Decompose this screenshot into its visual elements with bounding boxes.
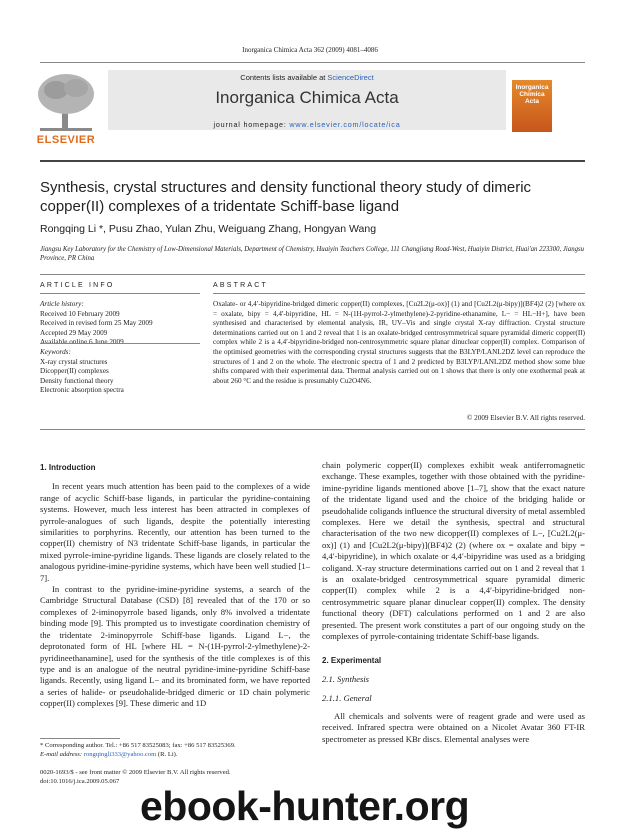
contents-line xyxy=(108,73,506,82)
paragraph: In contrast to the pyridine-imine-pyridine systems, a search of the Cambridge Structural Database (CSD) [8] revealed that of the 170 or so complexes of 2-iminopyrrole based ligands, only 8% involved a tridentate binding mode [9]. This prompted us to investigate coordination chemistry of the tridentate 2-iminopyrrole Schiff-base ligands. Ligand L−, the deprotonated form of HL [where HL = N-(1H-pyrrol-2-ylmethylene)-2-pyridineethanamine], used for the synthesis of the title complexes is of this type and is an analogue of the neutral pyridine-imine-pyridine Schiff-base ligands. Recently, using ligand L− and its brominated form, we have reported a series of halide- or pseudohalide-bridged dimeric or 1D chain polymeric copper(II) complexes [9]. These dimeric and 1D xyxy=(40,584,310,709)
issn-line: 0020-1693/$ - see front matter © 2009 Elsevier B.V. All rights reserved. xyxy=(40,769,231,776)
footnote-rule xyxy=(40,738,120,739)
homepage-prefix: journal homepage: xyxy=(213,120,290,129)
abstract-heading-rule xyxy=(213,293,585,294)
journal-homepage xyxy=(108,120,506,129)
keyword-item: Dicopper(II) complexes xyxy=(40,367,109,376)
history-item: Accepted 29 May 2009 xyxy=(40,328,108,337)
subsection-heading-general: 2.1.1. General xyxy=(322,693,372,704)
email-link[interactable]: rongqingli333@yahoo.com xyxy=(83,750,157,758)
article-history xyxy=(40,300,200,348)
article-authors: Rongqing Li *, Pusu Zhao, Yulan Zhu, Weiguang Zhang, Hongyan Wang xyxy=(40,223,377,235)
keywords-label: Keywords: xyxy=(40,348,71,356)
cover-title: Inorganica Chimica Acta xyxy=(515,84,549,105)
elsevier-tree-logo xyxy=(30,70,102,142)
history-label: Article history: xyxy=(40,300,84,308)
section-heading-experimental: 2. Experimental xyxy=(322,655,382,665)
footnote xyxy=(40,742,310,759)
history-item: Received in revised form 25 May 2009 xyxy=(40,319,153,328)
keyword-item: X-ray crystal structures xyxy=(40,357,108,366)
watermark-text: ebook-hunter.org xyxy=(140,783,470,829)
abstract-text: Oxalate- or 4,4′-bipyridine-bridged dimeric copper(II) complexes, [Cu2L2(μ-ox)] (1) and [Cu2L2(μ-bipy)](BF4)2 (2) [where ox = oxalate, bipy = 4,4′-bipyridine, HL = N-(1H-pyrrol-2-ylmethylene)-2-pyridine-ethanamine, L− = HL−H+], have been synthesised and characterised by elemental analysis, IR, UV–Vis and single crystal X-ray diffraction. Crystal structure determinations carried out on 1 and 2 reveal that 1 is an oxalate-bridged centrosymmetrical square pyramidal dimeric copper(II) complex while 2 is a 4,4′-bipyridine-bridged non-centrosymmetric square planar dinuclear copper(II) complex. Comparison of the optimised geometries with the corresponding crystal structures suggests that the B3LYP/LANL2DZ level can reproduce the structures of 1 and 2 on the whole. The electronic spectra of 1 and 2 predicted by B3LYP/LANL2DZ method show some blue shifts compared with their experimental data. Thermal analysis carried out on 1 shows that there is only one exothermal peak at about 260 °C and the residue is presumably Cu2O4N6. xyxy=(213,300,585,385)
keywords-rule xyxy=(40,343,200,344)
article-info-heading: ARTICLE INFO xyxy=(40,282,115,289)
doi-line[interactable]: doi:10.1016/j.ica.2009.05.067 xyxy=(40,777,120,785)
subsection-heading-synthesis: 2.1. Synthesis xyxy=(322,673,370,684)
section-heading-introduction: 1. Introduction xyxy=(40,463,96,472)
contents-prefix: Contents lists available at xyxy=(240,73,328,82)
article-title: Synthesis, crystal structures and density functional theory study of dimeric copper(II) complexes of a tridentate Schiff-base ligand xyxy=(40,179,532,215)
header-rule xyxy=(40,62,585,63)
corresponding-author: * Corresponding author. Tel.: +86 517 83525083; fax: +86 517 83525369. xyxy=(40,742,236,749)
column-left xyxy=(40,462,310,710)
email-line xyxy=(40,751,310,760)
info-heading-rule xyxy=(40,293,200,294)
history-item: Received 10 February 2009 xyxy=(40,309,120,318)
paragraph: In recent years much attention has been paid to the complexes of a wide range of acyclic Schiff-base ligands, in particular the pyridine-containing systems. However, much less interest has been attracted in complexes of pyrrole-analogues of such ligands, despite the potentially interesting similarities to porphyrins. Recently, our attention has been turned to the copper(II) chemistry of N3 tridentate Schiff-base ligands, in particular the mixed pyrrole-imine-pyridine ligands. These ligands are closely related to the analogous pyridine-imine-pyridine systems, which have been well studied [1–7]. xyxy=(40,481,310,583)
abstract-heading: ABSTRACT xyxy=(213,282,268,289)
email-label: E-mail address: xyxy=(40,750,84,758)
column-right xyxy=(322,460,585,745)
homepage-link[interactable]: www.elsevier.com/locate/ica xyxy=(289,120,401,129)
abstract-bottom-rule xyxy=(40,429,585,430)
paragraph: All chemicals and solvents were of reagent grade and were used as received. Infrared spectra were obtained on a Nicolet Avatar 360 FT-IR spectrometer as pressed KBr discs. Elemental analyses were xyxy=(322,710,585,744)
keyword-item: Electronic absorption spectra xyxy=(40,386,124,395)
history-item: Available online 6 June 2009 xyxy=(40,338,124,347)
info-rule xyxy=(40,274,585,275)
email-suffix: (R. Li). xyxy=(156,750,178,758)
keyword-item: Density functional theory xyxy=(40,376,114,385)
abstract-copyright: © 2009 Elsevier B.V. All rights reserved. xyxy=(466,414,585,422)
title-rule xyxy=(40,160,585,162)
paragraph: chain polymeric copper(II) complexes exhibit weak antiferromagnetic exchange. These examples, together with those obtained with the pyridine-imine-pyridine ligands mentioned above [1–7], show that the exact nature of the tridentate ligand used and the choice of the bridging halide or pseudohalide coligands influence the structural diversity of metal assembled complexes. Here we detail the synthesis, spectral and structural characterisation of the two new dicopper(II) complexes of L−, [Cu2L2(μ-ox)] (1) and [Cu2L2(μ-bipy)](BF4)2 (2) (where ox = oxalate and bipy = 4,4′-bipyridine), in which oxalate or 4,4′-bipyridine was used as a bridging coligand. X-ray structure determinations carried out on 1 and 2 reveal that 1 is an oxalate-bridged centrosymmetrical square pyramidal dimeric copper(II) complex while 2 is a 4,4′-bipyridine-bridged non-centrosymmetric square planar dinuclear copper(II) complex. The density functional theory (DFT) calculations performed on 1 and 2 are also presented. The present work constitutes a part of our ongoing study on the complexes of pyrrole-containing tridentate Schiff-base ligands. xyxy=(322,460,585,642)
article-affiliation: Jiangsu Key Laboratory for the Chemistry of Low-Dimensional Materials, Department of Chemistry, Huaiyin Teachers College, 111 Changjiang Road-West, Huaiyin District, Huai'an 223300, Jiangsu Province, PR China xyxy=(40,246,585,262)
elsevier-wordmark: ELSEVIER xyxy=(36,134,96,146)
sciencedirect-link[interactable]: ScienceDirect xyxy=(327,73,374,82)
journal-reference: Inorganica Chimica Acta 362 (2009) 4081–4086 xyxy=(242,46,378,54)
journal-name: Inorganica Chimica Acta xyxy=(215,88,399,107)
keywords xyxy=(40,348,200,396)
